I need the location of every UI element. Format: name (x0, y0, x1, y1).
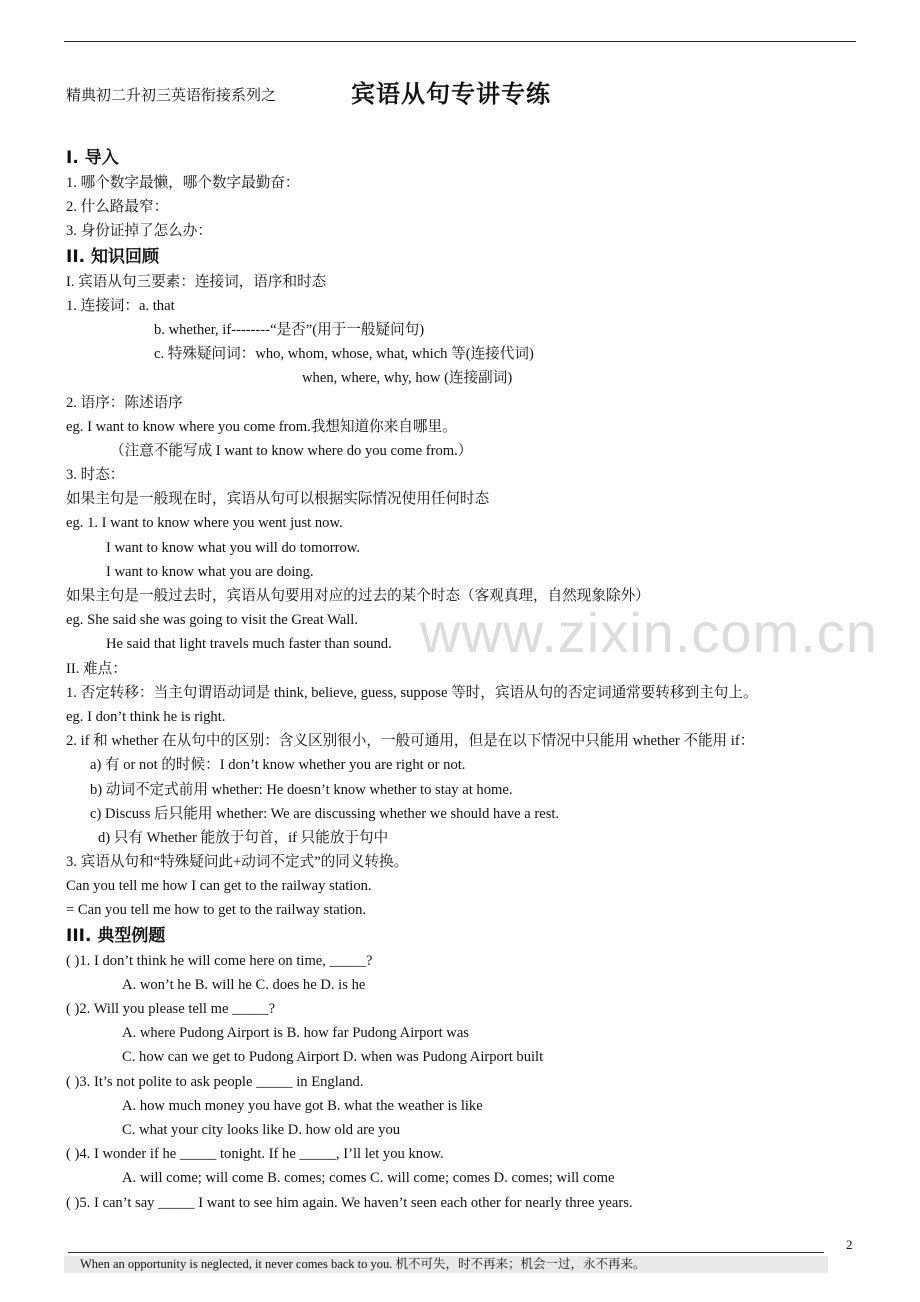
text-line: 2. 语序：陈述语序 (66, 394, 183, 411)
text-line: ( )2. Will you please tell me _____? (66, 1001, 276, 1017)
text-line: 3. 时态： (66, 467, 125, 484)
text-line: 1. 连接词：a. that (66, 297, 175, 314)
text-line: eg. I want to know where you come from.我想知道你来自哪里。 (66, 418, 457, 435)
text-line: ( )3. It’s not polite to ask people _____ in England. (66, 1073, 364, 1090)
text-line: I want to know what you will do tomorrow. (106, 539, 361, 556)
text-line: A. how much money you have got B. what the weather is like (122, 1097, 483, 1114)
text-line: 1. 否定转移：当主句谓语动词是 think, believe, guess, suppose 等时，宾语从句的否定词通常要转移到主句上。 (66, 684, 758, 701)
text-line: 1. 哪个数字最懒，哪个数字最勤奋： (66, 175, 300, 191)
document-title: 宾语从句专讲专练 (351, 82, 551, 108)
text-line: 3. 宾语从句和“特殊疑问此+动词不定式”的同义转换。 (66, 854, 409, 871)
document-body (66, 145, 856, 1215)
text-line: ( )5. I can’t say _____ I want to see him again. We haven’t seen each other for nearly three years. (66, 1194, 633, 1211)
footer-rule (68, 1252, 824, 1253)
document-header (66, 72, 826, 112)
section-heading: I. 导入 (66, 148, 119, 168)
text-line: b. whether, if--------“是否”(用于一般疑问句) (154, 321, 425, 338)
page-number: 2 (846, 1237, 853, 1252)
text-line: eg. 1. I want to know where you went just now. (66, 515, 343, 532)
text-line: He said that light travels much faster than sound. (106, 636, 392, 653)
text-line: d) 只有 Whether 能放于句首，if 只能放于句中 (98, 829, 389, 846)
section-heading: III. 典型例题 (66, 925, 166, 946)
text-line: eg. I don’t think he is right. (66, 708, 226, 725)
top-rule (64, 41, 856, 42)
text-line: b) 动词不定式前用 whether: He doesn’t know whether to stay at home. (90, 781, 513, 798)
text-line: （注意不能写成 I want to know where do you come from.） (110, 442, 473, 459)
text-line: II. 难点： (66, 660, 127, 677)
text-line: 2. 什么路最窄： (66, 199, 169, 216)
text-line: C. how can we get to Pudong Airport D. when was Pudong Airport built (122, 1049, 544, 1066)
text-line: I. 宾语从句三要素：连接词，语序和时态 (66, 273, 327, 290)
text-line: a) 有 or not 的时候：I don’t know whether you are right or not. (90, 757, 466, 774)
text-line: c) Discuss 后只能用 whether: We are discussing whether we should have a rest. (90, 805, 560, 822)
text-line: when, where, why, how (连接副词) (302, 370, 513, 387)
text-line: eg. She said she was going to visit the Great Wall. (66, 612, 359, 629)
text-line: I want to know what you are doing. (106, 563, 314, 580)
footer-quote: When an opportunity is neglected, it never comes back to you. 机不可失，时不再来；机会一过，永不再来。 (64, 1256, 828, 1273)
text-line: 3. 身份证掉了怎么办： (66, 223, 212, 240)
text-line: 2. if 和 whether 在从句中的区别：含义区别很小，一般可通用，但是在以下情况中只能用 whether 不能用 if： (66, 733, 755, 750)
series-label: 精典初二升初三英语衔接系列之 (66, 88, 277, 104)
text-line: A. won’t he B. will he C. does he D. is he (122, 976, 366, 993)
text-line: c. 特殊疑问词：who, whom, whose, what, which 等(连接代词) (154, 346, 534, 363)
section-heading: II. 知识回顾 (66, 246, 160, 267)
text-line: 如果主句是一般过去时，宾语从句要用对应的过去的某个时态（客观真理，自然现象除外） (66, 588, 650, 604)
text-line: = Can you tell me how to get to the railway station. (66, 902, 367, 919)
text-line: ( )4. I wonder if he _____ tonight. If he _____, I’ll let you know. (66, 1146, 444, 1163)
text-line: A. where Pudong Airport is B. how far Pudong Airport was (122, 1025, 469, 1042)
text-line: ( )1. I don’t think he will come here on time, _____? (66, 952, 373, 969)
text-line: C. what your city looks like D. how old are you (122, 1121, 401, 1138)
text-line: A. will come; will come B. comes; comes C. will come; comes D. comes; will come (122, 1170, 615, 1187)
text-line: 如果主句是一般现在时，宾语从句可以根据实际情况使用任何时态 (66, 491, 490, 508)
watermark: www.zixin.com.cn (420, 601, 878, 664)
text-line: Can you tell me how I can get to the railway station. (66, 878, 372, 895)
